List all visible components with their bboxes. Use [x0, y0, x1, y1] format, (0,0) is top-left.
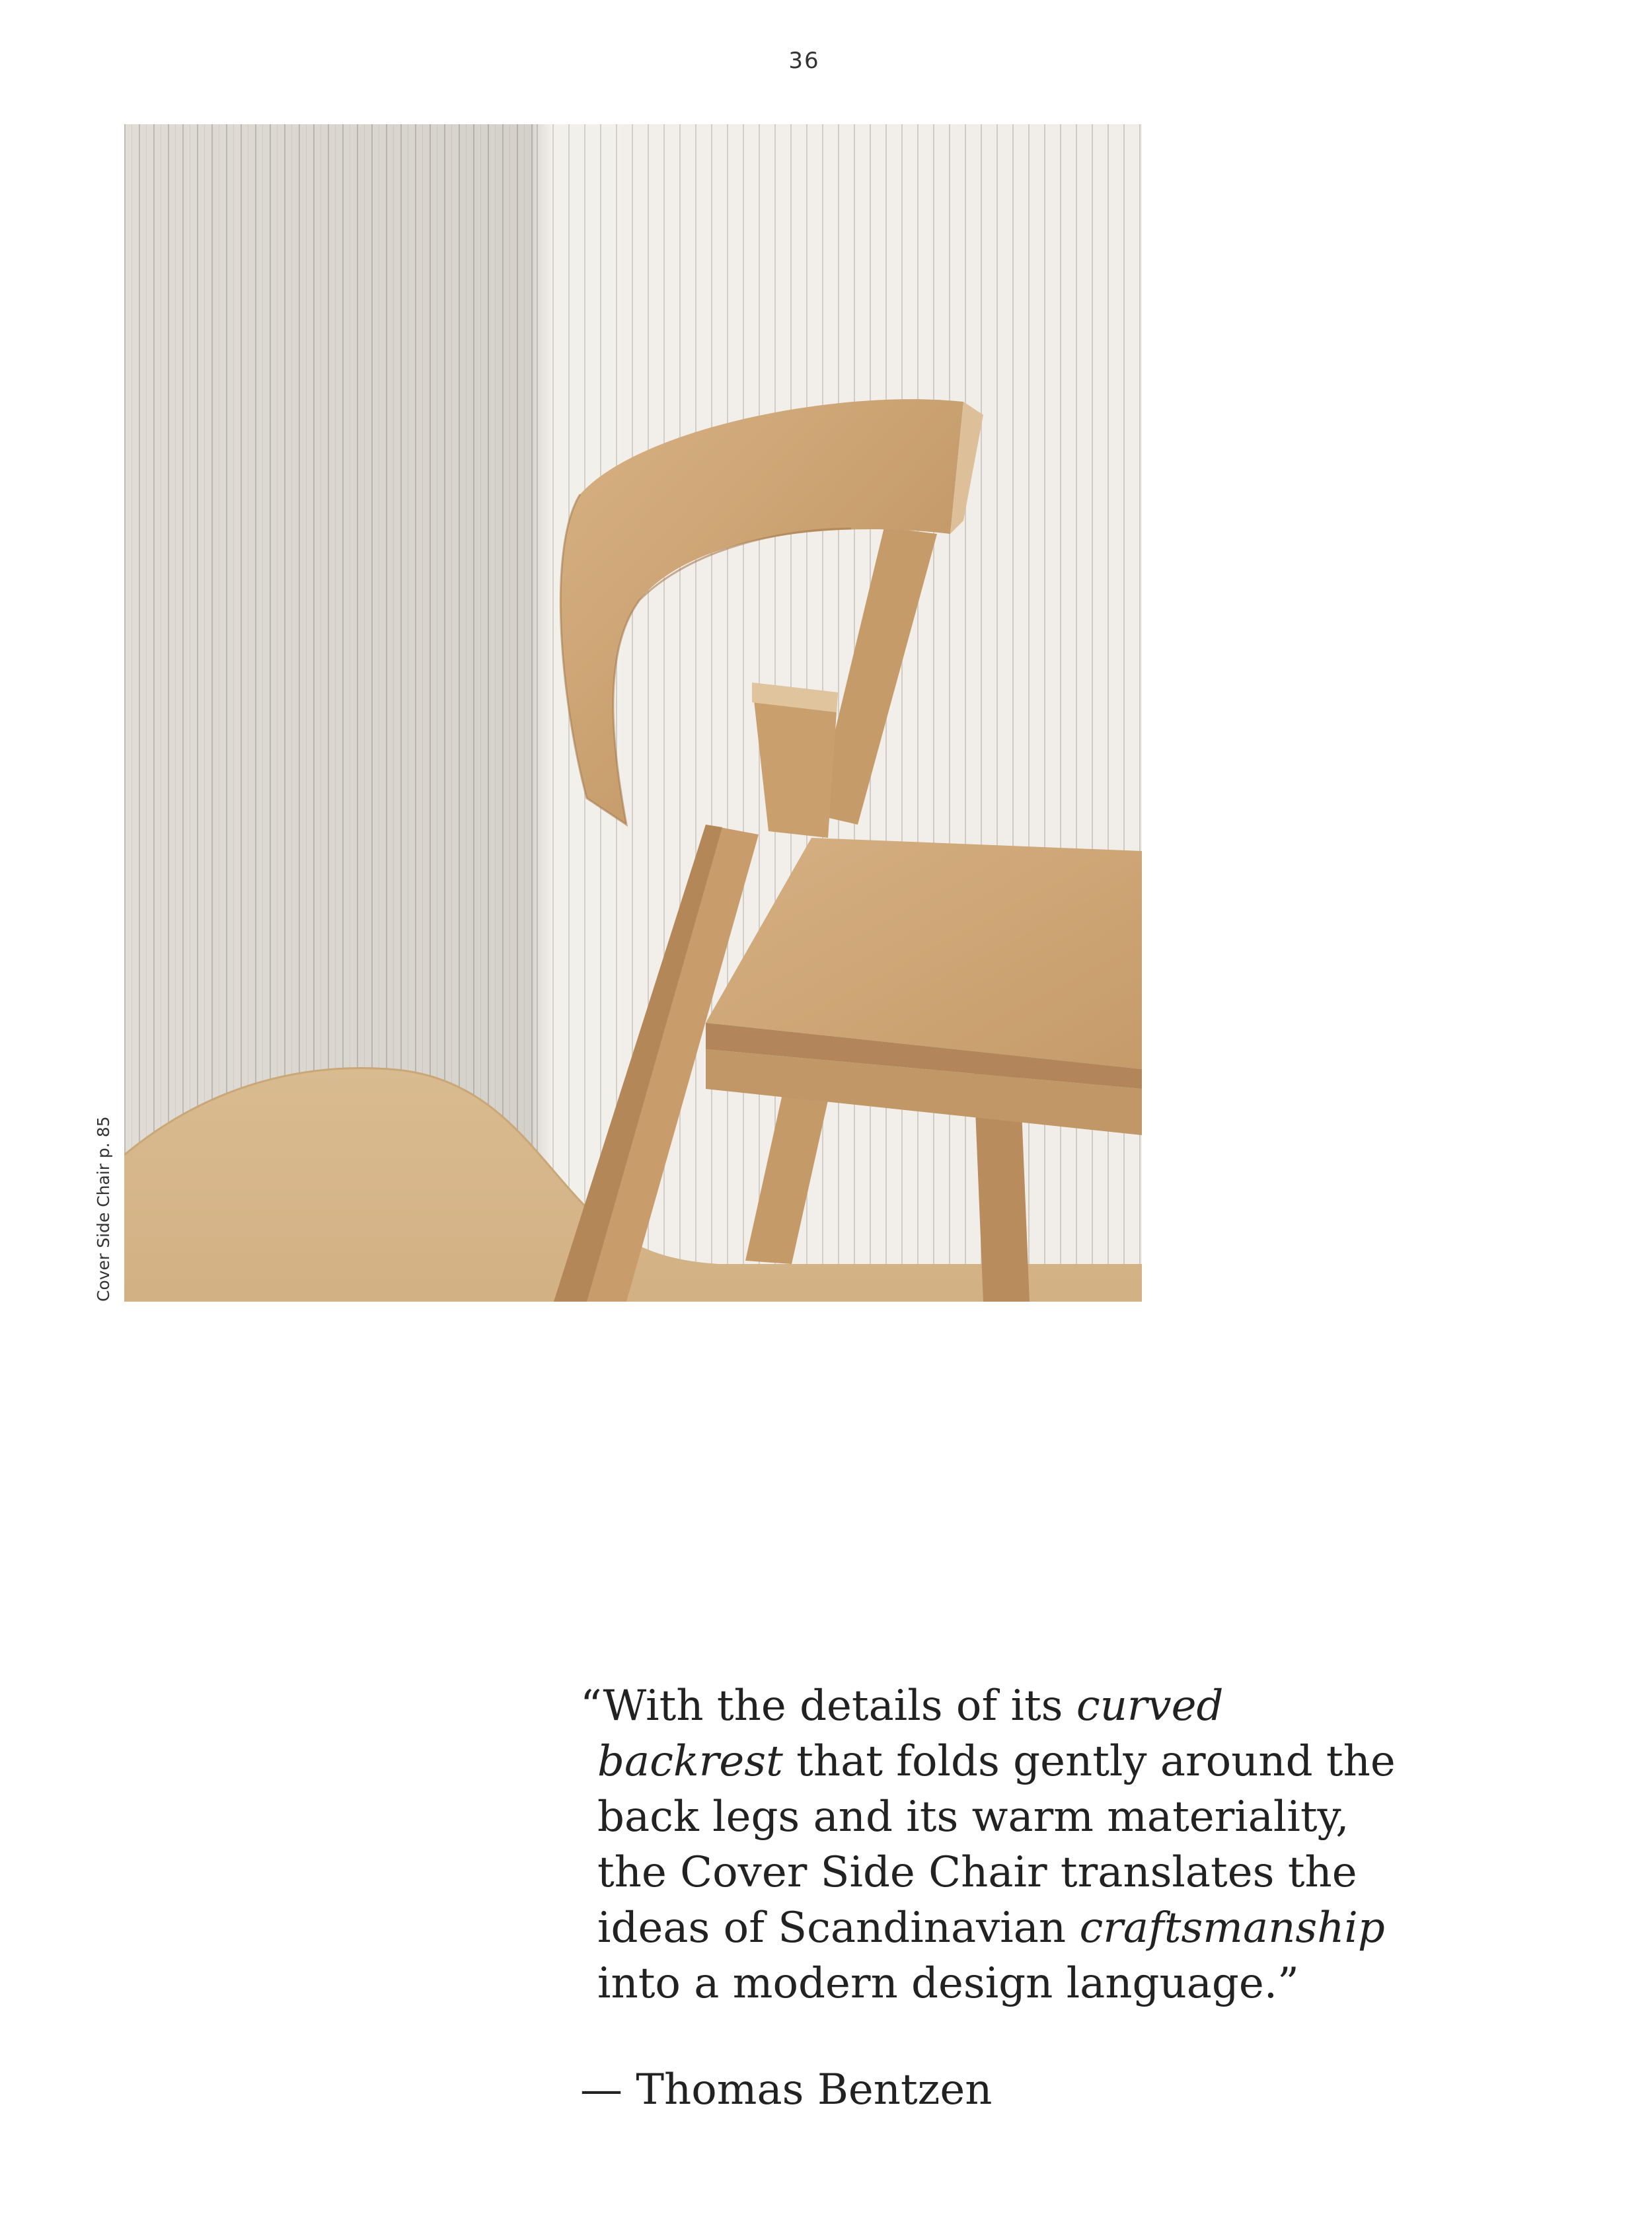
- quote-line: [580, 1956, 1413, 2011]
- quote-line: [580, 1734, 1413, 1789]
- page-number: 36: [788, 48, 820, 74]
- quote-text: the Cover Side Chair translates the: [597, 1848, 1357, 1897]
- quote-text: “With the details of its: [580, 1682, 1076, 1730]
- pull-quote: [580, 1678, 1413, 2011]
- quote-line: [580, 1678, 1413, 1734]
- quote-line: [580, 1845, 1413, 1900]
- quote-text: back legs and its warm materiality,: [597, 1793, 1349, 1841]
- quote-text-italic: backrest: [597, 1737, 783, 1786]
- chair-photo: [124, 124, 1142, 1302]
- quote-text: into a modern design language.”: [597, 1959, 1299, 2008]
- quote-line: [580, 1900, 1413, 1956]
- quote-line: [580, 1789, 1413, 1845]
- quote-text: that folds gently around the: [782, 1737, 1396, 1786]
- quote-text-italic: craftsmanship: [1079, 1904, 1385, 1952]
- quote-author: — Thomas Bentzen: [580, 2065, 993, 2114]
- photo-caption: Cover Side Chair p. 85: [94, 1116, 113, 1302]
- quote-text: ideas of Scandinavian: [597, 1904, 1080, 1952]
- quote-text-italic: curved: [1076, 1682, 1224, 1730]
